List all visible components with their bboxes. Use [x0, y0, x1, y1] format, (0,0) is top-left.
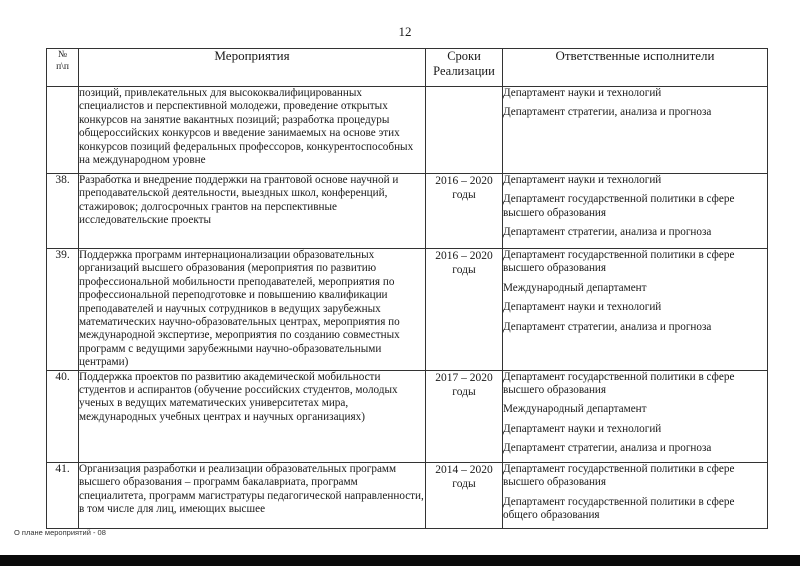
responsible-department: Департамент стратегии, анализа и прогноза: [503, 320, 712, 333]
row-term: [426, 370, 503, 462]
term-years: 2016 – 2020: [435, 250, 493, 262]
document-footer: О плане мероприятий - 08: [14, 528, 106, 537]
term-years: 2016 – 2020: [435, 175, 493, 187]
header-number-symbol: №: [57, 50, 68, 60]
header-terms: [426, 49, 503, 87]
header-terms-line2: Реализации: [433, 64, 495, 78]
table-row: [47, 249, 768, 371]
responsible-department: Департамент науки и технологий: [503, 87, 662, 99]
row-number: 41.: [47, 462, 79, 529]
responsible-department: Департамент науки и технологий: [503, 422, 662, 435]
responsible-department: Департамент государственной политики в сфере высшего образования: [503, 370, 735, 397]
responsible-department: Департамент государственной политики в сфере высшего образования: [503, 462, 735, 489]
page-number: 12: [398, 24, 412, 39]
responsible-department: Международный департамент: [503, 403, 647, 416]
responsible-department: Департамент государственной политики в сфере общего образования: [503, 495, 735, 521]
row-event: Разработка и внедрение поддержки на грантовой основе научной и преподавательской деятельности, выездных школ, конференций, стажировок; долгосрочных грантов на перспективные исследовательские проекты: [79, 174, 426, 249]
row-number: 39.: [47, 249, 79, 371]
header-responsible: Ответственные исполнители: [503, 49, 768, 87]
term-unit: годы: [452, 477, 476, 490]
row-responsible: [503, 249, 768, 371]
row-responsible: [503, 462, 768, 529]
row-number: [47, 87, 79, 174]
row-event: позиций, привлекательных для высококвалифицированных специалистов и перспективной молодежи, проведение открытых конкурсов на занятие вакантных позиций; разработка процедуры общероссийских конкурсов и введение занимаемых на основе этих конкурсов позиций федеральных профессоров, конкурентоспособных на международном уровне: [79, 87, 426, 174]
term-unit: годы: [452, 189, 476, 201]
table-row: [47, 87, 768, 174]
row-term: [426, 87, 503, 174]
responsible-department: Департамент стратегии, анализа и прогноза: [503, 106, 712, 119]
responsible-department: Международный департамент: [503, 281, 647, 294]
responsible-department: Департамент стратегии, анализа и прогноза: [503, 442, 712, 455]
term-unit: годы: [452, 264, 476, 276]
table-row: [47, 370, 768, 462]
responsible-department: Департамент науки и технологий: [503, 301, 662, 314]
row-responsible: [503, 370, 768, 462]
row-term: [426, 249, 503, 371]
row-event: Поддержка программ интернационализации образовательных организаций высшего образования (мероприятия по развитию профессиональной мобильности преподавателей, мероприятия по профессиональной переподготовке и повышению квалификации преподавателей и научных сотрудников в ведущих зарубежных математических научно-образовательных центрах, мероприятия по международной экспертизе, мероприятия по созданию совместных программ с ведущими зарубежными научно-образовательными центрами): [79, 249, 426, 371]
row-number: 38.: [47, 174, 79, 249]
header-events: Мероприятия: [79, 49, 426, 87]
responsible-department: Департамент стратегии, анализа и прогноза: [503, 226, 712, 239]
responsible-department: Департамент государственной политики в сфере высшего образования: [503, 193, 735, 219]
table-header-row: [47, 49, 768, 87]
row-term: [426, 174, 503, 249]
row-responsible: [503, 87, 768, 174]
row-event: Поддержка проектов по развитию академической мобильности студентов и аспирантов (обучение российских студентов, молодых ученых в ведущих математических университетах мира, международных учебных центрах и научных организациях): [79, 370, 426, 462]
responsible-department: Департамент науки и технологий: [503, 174, 662, 186]
header-terms-line1: Сроки: [447, 49, 481, 63]
header-number: [47, 49, 79, 87]
table-row: [47, 462, 768, 529]
row-responsible: [503, 174, 768, 249]
term-unit: годы: [452, 385, 476, 398]
table-row: [47, 174, 768, 249]
header-number-abbr: п\п: [56, 62, 69, 72]
responsible-department: Департамент государственной политики в сфере высшего образования: [503, 249, 735, 275]
events-plan-table: [46, 48, 768, 529]
term-years: 2017 – 2020: [435, 371, 493, 384]
row-event: Организация разработки и реализации образовательных программ высшего образования – программ бакалавриата, программ специалитета, программ магистратуры педагогической направленности, в том числе для лиц, имеющих высшее: [79, 462, 426, 529]
row-term: [426, 462, 503, 529]
term-years: 2014 – 2020: [435, 463, 493, 476]
scan-edge-band: [0, 555, 800, 566]
row-number: 40.: [47, 370, 79, 462]
